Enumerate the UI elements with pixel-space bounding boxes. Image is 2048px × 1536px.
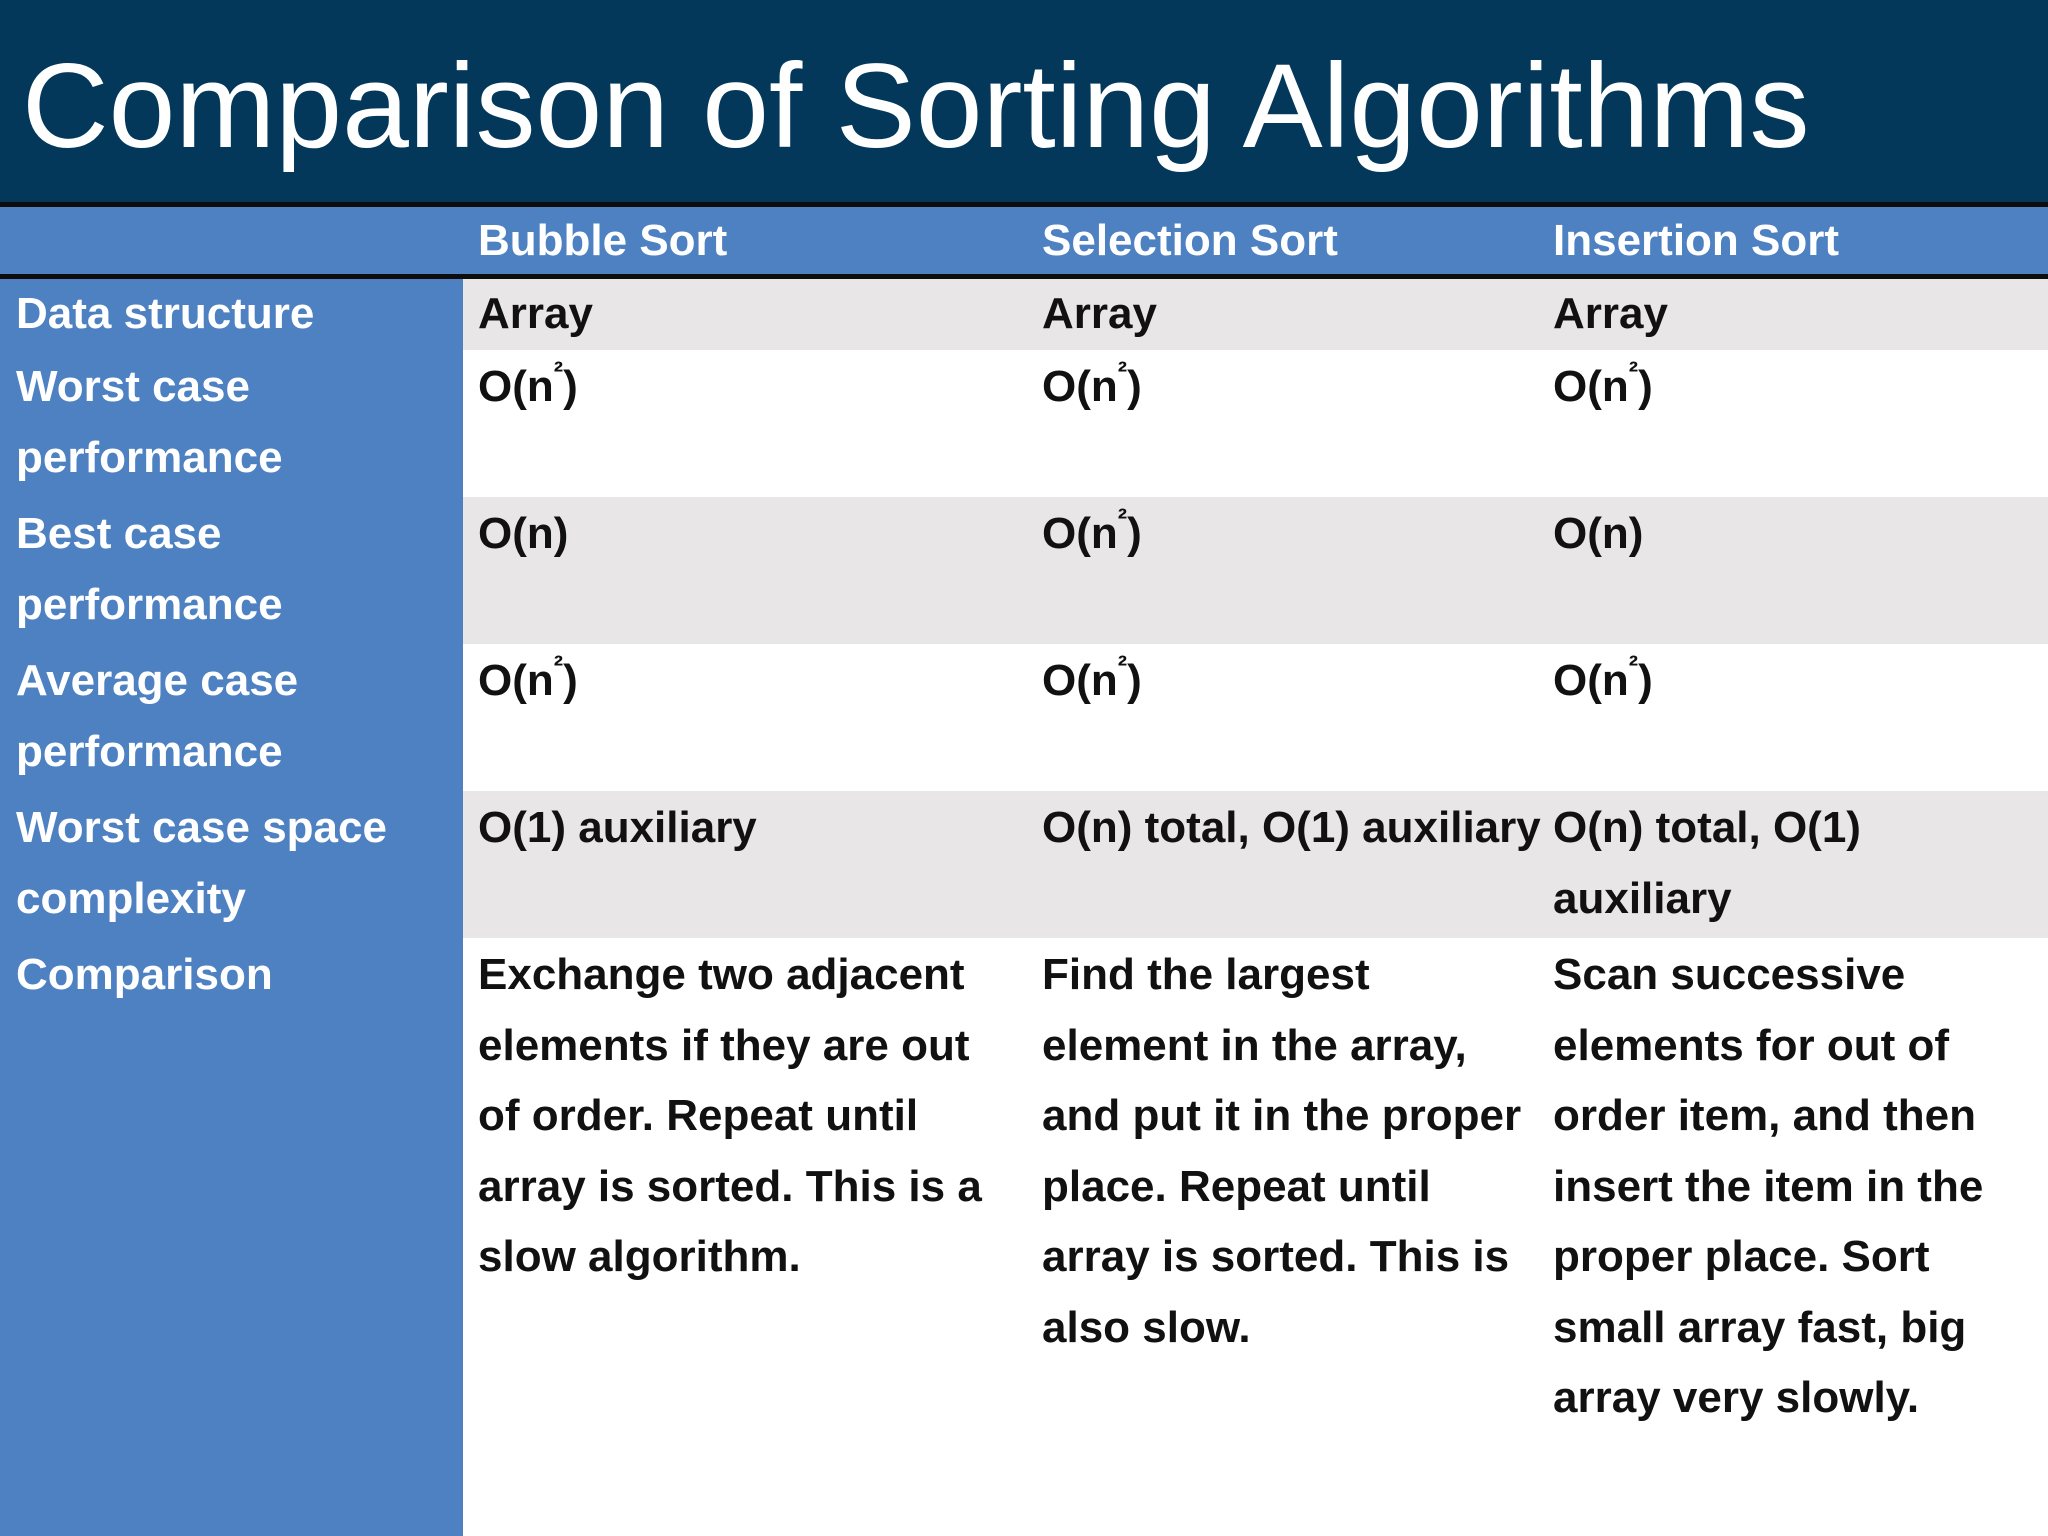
table-cell: $O(n^{^2})$: [1042, 650, 1142, 705]
row-label-best-case-performance: Best case performance: [16, 509, 283, 629]
table-cell: O(n): [478, 509, 569, 558]
table-cell: O(1) auxiliary: [478, 803, 757, 852]
table-cell: O(n) total, O(1) auxiliary: [1553, 803, 1861, 923]
table-cell: $O(n^{^2})$: [478, 356, 578, 411]
table-cell: $O(n^{^2})$: [1553, 356, 1653, 411]
table-cell: O(n): [1553, 509, 1644, 558]
row-label-worst-case-space-complexity: Worst case space complexity: [16, 803, 387, 923]
table-header-row: [0, 207, 2048, 274]
title-bar: [0, 0, 2048, 202]
table-cell: Array: [478, 289, 593, 338]
row-label-average-case-performance: Average case performance: [16, 656, 299, 776]
row-label-comparison: Comparison: [16, 950, 273, 999]
table-cell: O(n) total, O(1) auxiliary: [1042, 803, 1541, 852]
table-cell: $O(n^{^2})$: [478, 650, 578, 705]
column-header-insertion-sort: Insertion Sort: [1553, 216, 1840, 265]
table-cell: $O(n^{^2})$: [1553, 650, 1653, 705]
column-header-bubble-sort: Bubble Sort: [478, 216, 728, 265]
table-cell: Scan successive elements for out of order item, and then insert the item in the proper place. Sort small array fast, big array very slowly.: [1553, 950, 1984, 1422]
table-cell: Array: [1042, 289, 1157, 338]
table-cell: Array: [1553, 289, 1668, 338]
row-label-worst-case-performance: Worst case performance: [16, 362, 283, 482]
column-header-selection-sort: Selection Sort: [1042, 216, 1338, 265]
table-cell: Find the largest element in the array, and put it in the proper place. Repeat until array is sorted. This is also slow.: [1042, 950, 1522, 1352]
row-label-data-structure: Data structure: [16, 289, 315, 338]
table-cell: $O(n^{^2})$: [1042, 503, 1142, 558]
table-cell: Exchange two adjacent elements if they are out of order. Repeat until array is sorted. This is a slow algorithm.: [478, 950, 982, 1281]
slide-title: Comparison of Sorting Algorithms: [22, 39, 1810, 173]
table-cell: $O(n^{^2})$: [1042, 356, 1142, 411]
